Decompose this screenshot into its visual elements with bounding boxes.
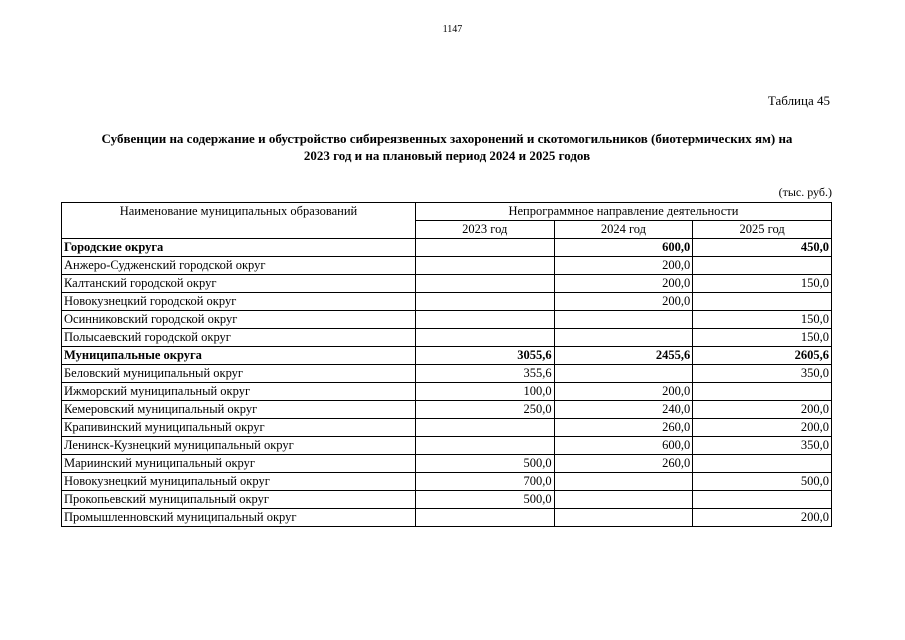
table-row	[62, 383, 832, 401]
table-row	[62, 419, 832, 437]
value-2024-cell: 600,0	[554, 239, 693, 257]
table-row	[62, 293, 832, 311]
row-name-cell: Ижморский муниципальный округ	[62, 383, 416, 401]
row-name-cell: Анжеро-Судженский городской округ	[62, 257, 416, 275]
header-group-column: Непрограммное направление деятельности	[415, 203, 831, 221]
value-2023-cell	[415, 437, 554, 455]
row-name-cell: Полысаевский городской округ	[62, 329, 416, 347]
units-label: (тыс. руб.)	[778, 185, 832, 199]
value-2025-cell: 200,0	[693, 509, 832, 527]
subsidy-table	[61, 202, 832, 527]
row-name-cell: Муниципальные округа	[62, 347, 416, 365]
value-2024-cell: 260,0	[554, 419, 693, 437]
value-2023-cell: 3055,6	[415, 347, 554, 365]
row-name-cell: Городские округа	[62, 239, 416, 257]
value-2025-cell: 150,0	[693, 329, 832, 347]
value-2024-cell: 200,0	[554, 293, 693, 311]
table-row	[62, 509, 832, 527]
value-2025-cell	[693, 257, 832, 275]
value-2024-cell	[554, 329, 693, 347]
value-2024-cell: 200,0	[554, 275, 693, 293]
value-2023-cell	[415, 293, 554, 311]
row-name-cell: Промышленновский муниципальный округ	[62, 509, 416, 527]
table-body	[62, 239, 832, 527]
group-row	[62, 347, 832, 365]
document-title	[62, 130, 832, 164]
value-2024-cell	[554, 311, 693, 329]
value-2023-cell: 500,0	[415, 455, 554, 473]
table-row	[62, 257, 832, 275]
value-2023-cell	[415, 257, 554, 275]
value-2025-cell: 350,0	[693, 365, 832, 383]
value-2024-cell: 260,0	[554, 455, 693, 473]
value-2024-cell	[554, 365, 693, 383]
value-2024-cell: 240,0	[554, 401, 693, 419]
table-row	[62, 311, 832, 329]
row-name-cell: Осинниковский городской округ	[62, 311, 416, 329]
value-2025-cell	[693, 491, 832, 509]
value-2025-cell: 150,0	[693, 311, 832, 329]
value-2023-cell	[415, 419, 554, 437]
value-2023-cell: 700,0	[415, 473, 554, 491]
value-2023-cell: 250,0	[415, 401, 554, 419]
value-2024-cell	[554, 473, 693, 491]
value-2025-cell: 150,0	[693, 275, 832, 293]
value-2023-cell: 100,0	[415, 383, 554, 401]
table-row	[62, 455, 832, 473]
table-row	[62, 437, 832, 455]
value-2025-cell	[693, 455, 832, 473]
page-number: 1147	[442, 24, 463, 35]
row-name-cell: Кемеровский муниципальный округ	[62, 401, 416, 419]
header-name-column: Наименование муниципальных образований	[62, 203, 416, 239]
value-2025-cell: 200,0	[693, 419, 832, 437]
row-name-cell: Новокузнецкий муниципальный округ	[62, 473, 416, 491]
value-2024-cell: 600,0	[554, 437, 693, 455]
value-2025-cell: 350,0	[693, 437, 832, 455]
value-2024-cell	[554, 509, 693, 527]
table-row	[62, 275, 832, 293]
value-2023-cell	[415, 311, 554, 329]
header-year-2024: 2024 год	[554, 221, 693, 239]
value-2025-cell	[693, 383, 832, 401]
title-line-1: Субвенции на содержание и обустройство сибиреязвенных захоронений и скотомогильников (биотермических ям) на	[101, 131, 793, 146]
value-2023-cell: 500,0	[415, 491, 554, 509]
table-label: Таблица 45	[767, 93, 830, 108]
value-2025-cell: 200,0	[693, 401, 832, 419]
table-row	[62, 491, 832, 509]
table-row	[62, 329, 832, 347]
table-row	[62, 473, 832, 491]
value-2023-cell: 355,6	[415, 365, 554, 383]
group-row	[62, 239, 832, 257]
row-name-cell: Ленинск-Кузнецкий муниципальный округ	[62, 437, 416, 455]
header-year-2023: 2023 год	[415, 221, 554, 239]
value-2023-cell	[415, 329, 554, 347]
value-2024-cell	[554, 491, 693, 509]
row-name-cell: Крапивинский муниципальный округ	[62, 419, 416, 437]
value-2025-cell: 2605,6	[693, 347, 832, 365]
header-year-2025: 2025 год	[693, 221, 832, 239]
row-name-cell: Мариинский муниципальный округ	[62, 455, 416, 473]
value-2023-cell	[415, 275, 554, 293]
table-row	[62, 365, 832, 383]
value-2024-cell: 200,0	[554, 257, 693, 275]
table-row	[62, 401, 832, 419]
row-name-cell: Калтанский городской округ	[62, 275, 416, 293]
value-2023-cell	[415, 509, 554, 527]
value-2024-cell: 2455,6	[554, 347, 693, 365]
row-name-cell: Беловский муниципальный округ	[62, 365, 416, 383]
value-2024-cell: 200,0	[554, 383, 693, 401]
value-2025-cell: 450,0	[693, 239, 832, 257]
row-name-cell: Новокузнецкий городской округ	[62, 293, 416, 311]
title-line-2: 2023 год и на плановый период 2024 и 2025 годов	[303, 148, 591, 163]
value-2025-cell: 500,0	[693, 473, 832, 491]
value-2025-cell	[693, 293, 832, 311]
row-name-cell: Прокопьевский муниципальный округ	[62, 491, 416, 509]
value-2023-cell	[415, 239, 554, 257]
